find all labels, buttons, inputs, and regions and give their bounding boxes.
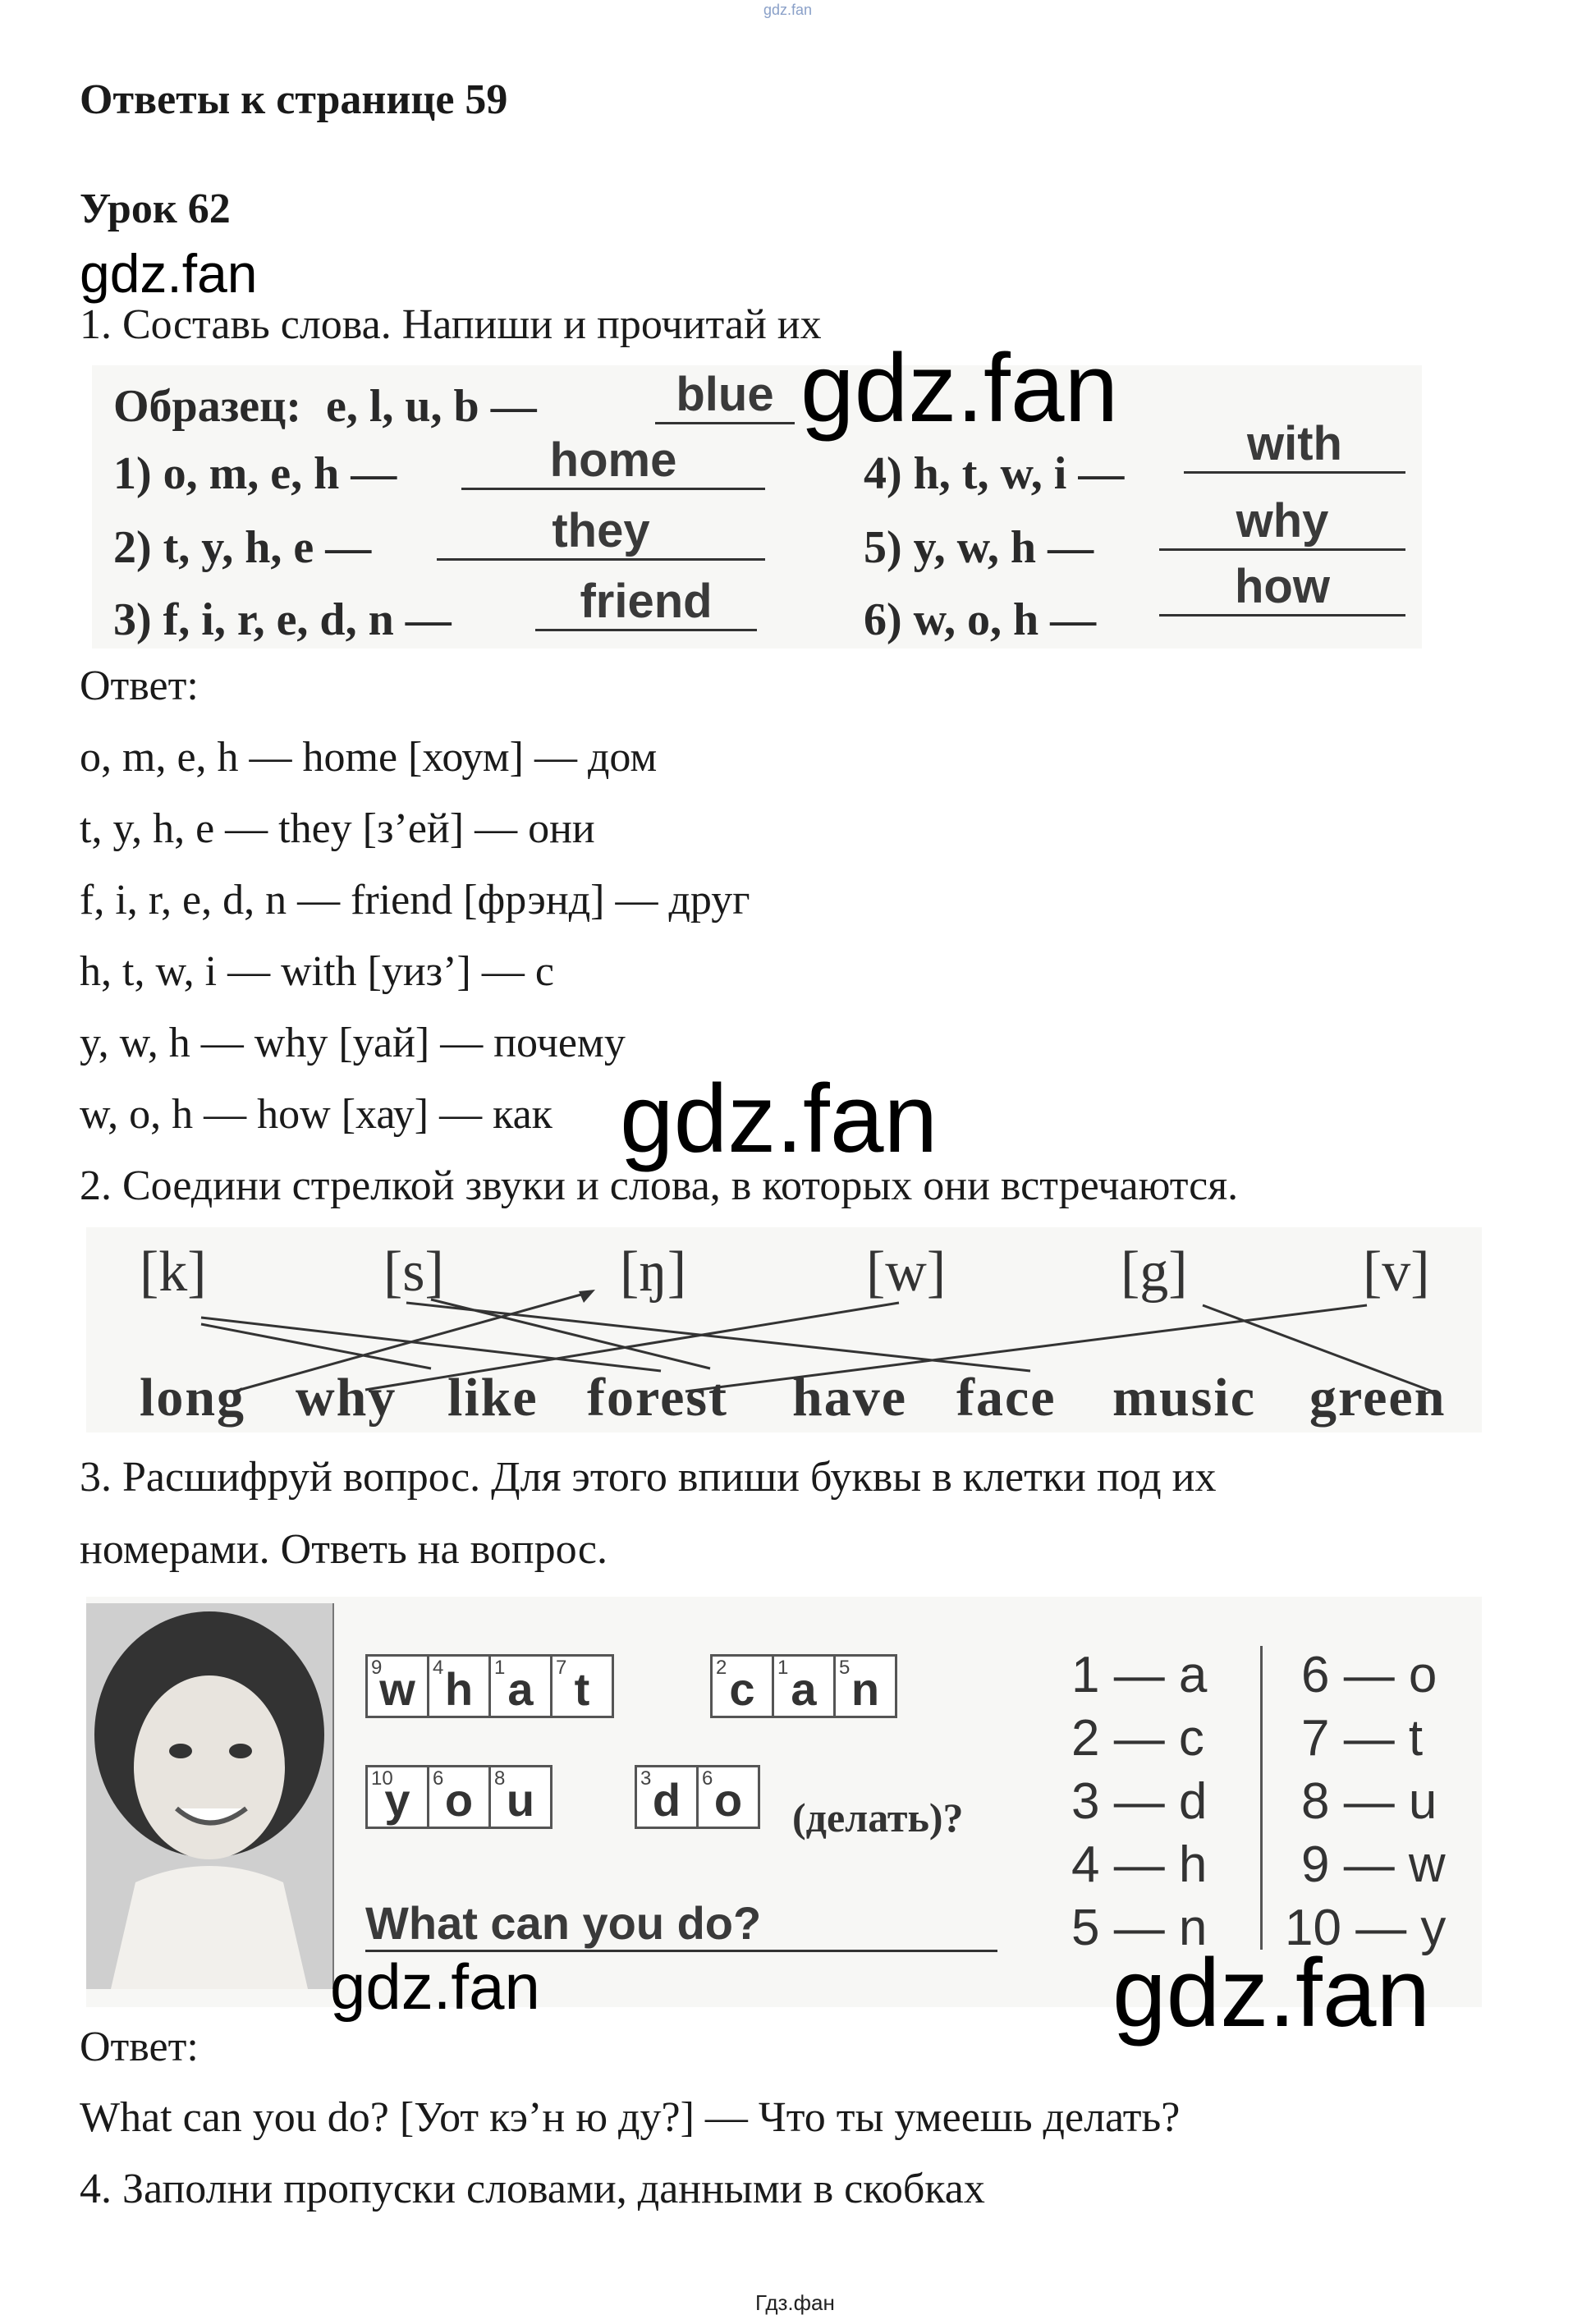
answer-line-6: w, o, h — how [хау] — как [80,1091,552,1138]
word-face: face [956,1368,1057,1428]
item-4-answer: with [1184,416,1405,474]
arrow-s-forest [431,1300,710,1368]
item-letters: f, i, r, e, d, n — [163,594,452,645]
cell-letter: w [379,1663,415,1715]
item-number: 6) [864,594,902,645]
item-letters: y, w, h — [913,522,1094,573]
cell-letter: d [652,1774,681,1826]
item-letters: w, o, h — [913,594,1097,645]
cell [696,1765,760,1829]
watermark: gdz.fan [80,243,258,304]
task2-exercise-image [86,1227,1482,1432]
item-6 [864,594,1096,646]
example-letters: e, l, u, b — [325,381,537,432]
task1-answer-label: Ответ: [80,662,199,709]
lesson-heading: Урок 62 [80,186,231,232]
cell-letter: h [444,1663,474,1715]
page-title: Ответы к странице 59 [80,76,508,123]
cell-number: 9 [371,1657,383,1679]
key-item: 8 — u [1301,1773,1437,1830]
item-5 [864,521,1094,574]
item-number: 5) [864,522,902,573]
item-2-answer: they [437,503,765,561]
item-5-answer: why [1159,493,1405,551]
cell-number: 2 [716,1657,727,1679]
key-item: 3 — d [1071,1773,1208,1830]
task4-heading: 4. Заполни пропуски словами, данными в скобках [80,2166,985,2212]
cell [635,1765,699,1829]
arrowhead-ng [579,1290,595,1303]
key-item: 7 — t [1301,1710,1424,1767]
word-have: have [792,1368,907,1428]
item-letters: t, y, h, e — [163,522,372,573]
answer-line-3: f, i, r, e, d, n — friend [фрэнд] — друг [80,877,750,924]
word-can-boxes [710,1654,907,1720]
arrow-k-like [201,1318,661,1371]
sound-g: [g] [1121,1240,1188,1304]
sound-s: [s] [383,1240,444,1304]
cell-number: 1 [777,1657,789,1679]
answer-line-5: y, w, h — why [уай] — почему [80,1020,626,1066]
sound-ng: [ŋ] [620,1240,687,1304]
cell-letter: t [574,1663,590,1715]
item-3 [113,594,452,646]
example-answer: blue [655,367,795,424]
key-item: 2 — c [1071,1710,1204,1767]
cell-number: 6 [702,1767,713,1790]
item-number: 4) [864,448,902,499]
key-item: 10 — y [1285,1900,1447,1956]
do-hint: (делать)? [792,1795,964,1840]
cell-number: 3 [640,1767,652,1790]
watermark: gdz.fan [620,1065,938,1173]
task3-heading-line1: 3. Расшифруй вопрос. Для этого впиши буквы в клетки под их [80,1454,1217,1501]
cell-number: 1 [494,1657,506,1679]
sound-w: [w] [866,1240,947,1304]
cell-letter: u [506,1774,535,1826]
word-forest: forest [587,1368,729,1428]
task3-heading-line2: номерами. Ответь на вопрос. [80,1526,608,1573]
task1-heading: 1. Составь слова. Напиши и прочитай их [80,301,822,348]
key-item: 9 — w [1301,1836,1446,1893]
word-do-boxes [635,1765,766,1831]
task2-heading: 2. Соедини стрелкой звуки и слова, в которых они встречаются. [80,1162,1239,1209]
word-long: long [140,1368,246,1428]
item-6-answer: how [1159,559,1405,617]
item-number: 1) [113,448,152,499]
item-3-answer: friend [535,574,757,631]
footer-mark: Гдз.фан [755,2290,835,2315]
answer-line-1: o, m, e, h — home [хоум] — дом [80,734,658,781]
cell-number: 6 [433,1767,444,1790]
written-answer: What can you do? [365,1896,997,1952]
cell-number: 10 [371,1767,393,1790]
key-item: 4 — h [1071,1836,1208,1893]
answer-line-2: t, y, h, e — they [з’ей] — они [80,805,595,852]
word-you-boxes [365,1765,562,1831]
cell [365,1654,429,1718]
cell-letter: o [444,1774,474,1826]
cell-letter: a [791,1663,817,1715]
letter-key [1063,1646,1474,1974]
task3-answer-label: Ответ: [80,2024,199,2070]
word-what-boxes [365,1654,628,1720]
cell [488,1654,552,1718]
cell [427,1765,491,1829]
key-divider [1260,1646,1263,1950]
word-green: green [1309,1368,1447,1428]
item-letters: h, t, w, i — [913,448,1125,499]
watermark: gdz.fan [1112,1939,1431,2047]
cell-letter: n [851,1663,880,1715]
cell [427,1654,491,1718]
sound-k: [k] [140,1240,207,1304]
watermark: gdz.fan [800,334,1119,442]
item-number: 3) [113,594,152,645]
watermark: gdz.fan [330,1950,540,2023]
example-label: Образец: [113,381,301,432]
cell [550,1654,614,1718]
item-1-answer: home [461,433,765,490]
cell [710,1654,774,1718]
example-row [113,380,537,433]
cell [365,1765,429,1829]
item-4 [864,447,1124,500]
cell [772,1654,836,1718]
word-music: music [1112,1368,1256,1428]
cell [833,1654,897,1718]
cell-letter: o [713,1774,743,1826]
girl-photo [86,1603,334,1989]
cell-number: 4 [433,1657,444,1679]
answer-line-4: h, t, w, i — with [уиз’] — с [80,948,554,995]
word-why: why [296,1368,397,1428]
task3-answer-text: What can you do? [Уот кэ’н ю ду?] — Что ты умеешь делать? [80,2094,1181,2141]
task1-exercise-image [92,365,1422,649]
key-item: 1 — a [1071,1647,1208,1703]
cell-number: 7 [556,1657,567,1679]
key-item: 6 — o [1301,1647,1437,1703]
word-like: like [447,1368,539,1428]
item-1 [113,447,397,500]
cell-number: 8 [494,1767,506,1790]
cell-number: 5 [839,1657,851,1679]
item-letters: o, m, e, h — [163,448,397,499]
sound-v: [v] [1363,1240,1430,1304]
item-number: 2) [113,522,152,573]
girl-portrait-image [86,1603,332,1989]
top-site-mark: gdz.fan [763,2,813,18]
cell-letter: a [507,1663,534,1715]
cell-letter: c [729,1663,755,1715]
cell-letter: y [384,1774,410,1826]
item-2 [113,521,371,574]
key-item: 5 — n [1071,1900,1208,1956]
cell [488,1765,552,1829]
